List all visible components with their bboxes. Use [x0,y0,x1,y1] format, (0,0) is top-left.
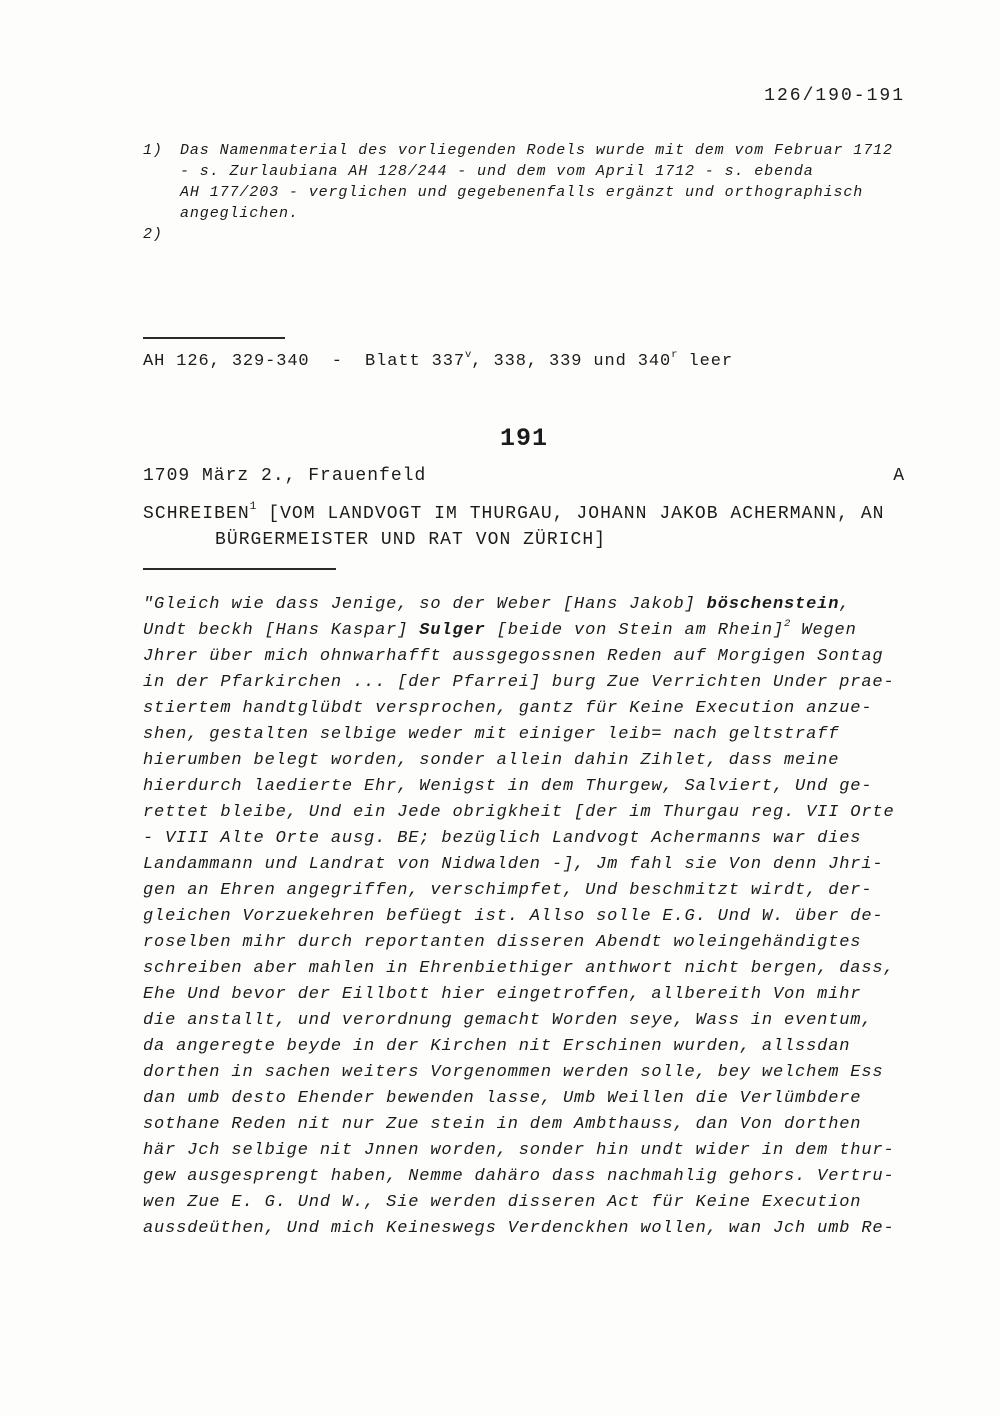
footnotes-block [143,140,933,245]
text-line: hierdurch laedierte Ehr, Wenigst in dem Thurgew, Salviert, Und ge- [143,777,873,796]
text-line: Jhrer über mich ohnwarhafft aussgegossnen Reden auf Morgigen Sontag [143,647,884,666]
text-line: shen, gestalten selbige weder mit einiger leib= nach geltstraff [143,725,840,744]
footnote-1-text [180,140,893,224]
text-line: gleichen Vorzuekehren befüegt ist. Allso solle E.G. Und W. über de- [143,907,884,926]
text-line: - VIII Alte Orte ausg. BE; bezüglich Landvogt Achermanns war dies [143,829,862,848]
text-line: rettet bleibe, Und ein Jede obrigkheit [der im Thurgau reg. VII Orte [143,803,895,822]
text-line: da angeregte beyde in der Kirchen nit Erschinen wurden, allssdan [143,1037,851,1056]
text-line: SCHREIBEN$^1$ [VOM LANDVOGT IM THURGAU, JOHANN JAKOB ACHERMANN, AN [143,501,885,524]
text-line: "Gleich wie dass Jenige, so der Weber [Hans Jakob] böschenstein, [143,595,851,614]
text-line: die anstallt, und verordnung gemacht Worden seye, Wass in eventum, [143,1011,873,1030]
text-line: AH 177/203 - verglichen und gegebenenfalls ergänzt und orthographisch [180,184,864,201]
footnote-1 [143,140,933,224]
document-body [143,592,943,1242]
archive-reference: AH 126, 329-340 - Blatt 337$^v$, 338, 339 und 340$^r$ leer [143,348,733,371]
text-line: stiertem handtglübdt versprochen, gantz für Keine Execution anzue- [143,699,873,718]
date-place-line [143,466,905,486]
source-siglum: A [893,466,905,486]
text-line: dan umb desto Ehender bewenden lasse, Umb Weillen die Verlümbdere [143,1089,862,1108]
text-line: roselben mihr durch reportanten disseren Abendt woleingehändigtes [143,933,862,952]
footnote-1-marker: 1) [143,142,163,159]
date-place: 1709 März 2., Frauenfeld [143,466,427,486]
page-folio-number: 126/190-191 [764,86,905,106]
text-line: gen an Ehren angegriffen, verschimpfet, Und beschmitzt wirdt, der- [143,881,873,900]
text-line: schreiben aber mahlen in Ehrenbiethiger anthwort nicht bergen, dass, [143,959,895,978]
text-line: Das Namenmaterial des vorliegenden Rodels wurde mit dem vom Februar 1712 [180,142,893,159]
document-number-heading: 191 [499,424,548,453]
text-line: in der Pfarkirchen ... [der Pfarrei] burg Zue Verrichten Under prae- [143,673,895,692]
text-line: angeglichen. [180,205,299,222]
text-line: Landammann und Landrat von Nidwalden -], Jm fahl sie Von denn Jhri- [143,855,884,874]
text-line: aussdeüthen, Und mich Keineswegs Verdenckhen wollen, wan Jch umb Re- [143,1219,895,1238]
text-line: wen Zue E. G. Und W., Sie werden disseren Act für Keine Execution [143,1193,862,1212]
footnote-2-marker: 2) [143,226,163,243]
text-line: gew ausgesprengt haben, Nemme dahäro dass nachmahlig gehors. Vertru- [143,1167,895,1186]
text-line: - s. Zurlaubiana AH 128/244 - und dem vom April 1712 - s. ebenda [180,163,814,180]
separator-rule-footnote [143,337,285,339]
text-line: här Jch selbige nit Jnnen worden, sonder hin undt wider in dem thur- [143,1141,895,1160]
text-line: Undt beckh [Hans Kaspar] Sulger [beide von Stein am Rhein]$^2$ Wegen [143,617,857,640]
text-line: BÜRGERMEISTER UND RAT VON ZÜRICH] [215,530,607,550]
footnote-2 [143,224,933,245]
document-title [143,501,933,553]
text-line: sothane Reden nit nur Zue stein in dem Ambthauss, dan Von dorthen [143,1115,862,1134]
separator-rule-title [143,568,336,570]
text-line: Ehe Und bevor der Eillbott hier eingetroffen, allbereith Von mihr [143,985,862,1004]
text-line: dorthen in sachen weiters Vorgenommen werden solle, bey welchem Ess [143,1063,884,1082]
text-line: hierumben belegt worden, sonder allein dahin Zihlet, dass meine [143,751,840,770]
